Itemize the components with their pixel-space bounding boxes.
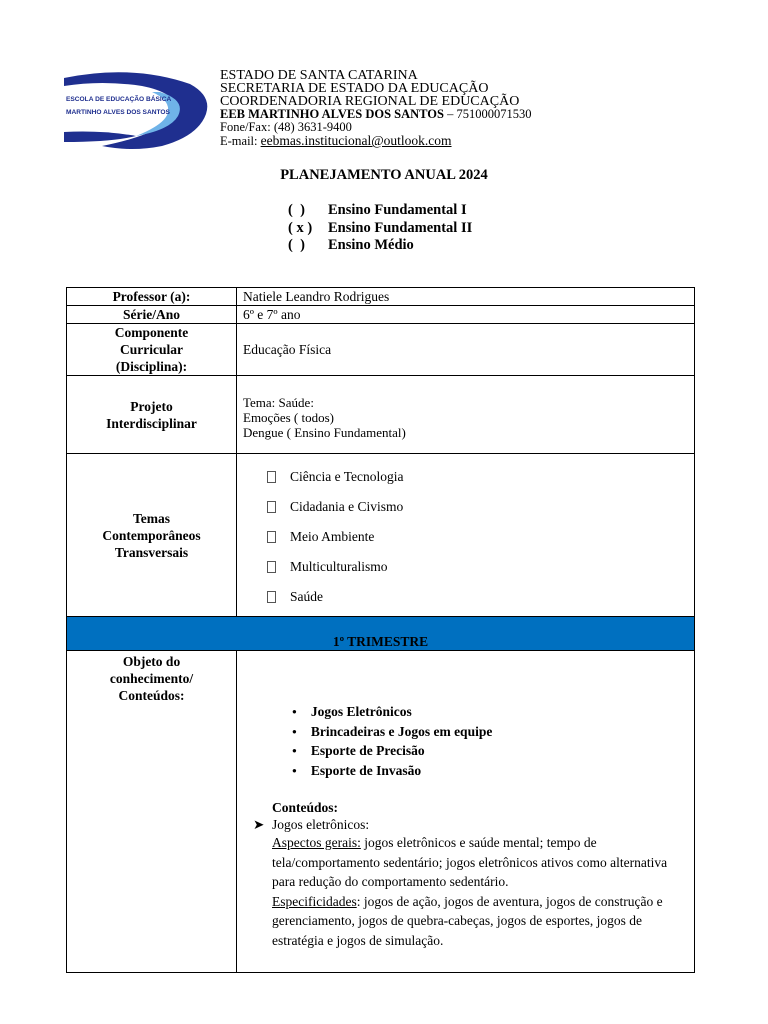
- table-row: [67, 617, 695, 651]
- componente-value: Educação Física: [237, 324, 695, 376]
- temas-label: [67, 454, 237, 617]
- componente-label-line: Componente: [114, 325, 189, 340]
- email-link[interactable]: eebmas.institucional@outlook.com: [260, 133, 452, 148]
- objetos-list: [272, 703, 684, 781]
- trimestre-header: [67, 617, 695, 651]
- especificidades-text: : jogos de ação, jogos de aventura, jogos de construção e gerenciamento, jogos de quebra-cabeças, jogos de esportes, jogos de estratégia e jogos de simulação.: [272, 893, 663, 948]
- level-row: [288, 202, 472, 220]
- projeto-label-line: Projeto: [130, 398, 173, 414]
- table-row: [67, 288, 695, 306]
- objeto-label-line: conhecimento/: [109, 671, 194, 686]
- tema-label: Saúde: [290, 589, 323, 604]
- checkbox-icon: [267, 531, 276, 543]
- temas-list: [237, 454, 694, 616]
- arrow-bullet-icon: ➤: [253, 817, 265, 832]
- logo-line1: ESCOLA DE EDUCAÇÃO BÁSICA: [66, 96, 172, 103]
- serie-label: Série/Ano: [67, 306, 237, 324]
- logo-emblem-icon: [62, 70, 212, 150]
- coordination-name: COORDENADORIA REGIONAL DE EDUCAÇÃO: [220, 94, 520, 109]
- trimestre-label: 1º TRIMESTRE: [332, 634, 429, 649]
- temas-label-line: Contemporâneos: [102, 527, 201, 543]
- table-row: [67, 376, 695, 454]
- conteudos-title: Conteúdos:: [272, 800, 339, 815]
- projeto-label-line: Interdisciplinar: [106, 415, 197, 431]
- checkbox-icon: [267, 591, 276, 603]
- email-label: E-mail:: [220, 134, 261, 148]
- professor-label: Professor (a):: [67, 288, 237, 306]
- phone-line: Fone/Fax: (48) 3631-9400: [220, 120, 352, 134]
- list-item: ● Jogos Eletrônicos: [314, 703, 684, 723]
- level-row: [288, 237, 472, 255]
- secretariat-name: SECRETARIA DE ESTADO DA EDUCAÇÃO: [220, 81, 489, 96]
- tema-label: Multiculturalismo: [290, 559, 388, 574]
- projeto-tema: Tema: Saúde:: [243, 395, 314, 410]
- table-row: [67, 324, 695, 376]
- componente-label: [67, 324, 237, 376]
- temas-label-line: Transversais: [114, 544, 189, 560]
- professor-value: Natiele Leandro Rodrigues: [237, 288, 695, 306]
- tema-label: Meio Ambiente: [290, 529, 375, 544]
- level-label: Ensino Fundamental I: [328, 202, 467, 218]
- objeto-label-line: Objeto do: [122, 654, 181, 669]
- list-item: ● Brincadeiras e Jogos em equipe: [314, 723, 684, 743]
- objeto-label-line: Conteúdos:: [118, 688, 185, 703]
- especificidades-paragraph: [272, 892, 684, 951]
- list-item: [267, 522, 694, 552]
- school-logo: [62, 70, 212, 150]
- checkbox-icon: [267, 471, 276, 483]
- projeto-emocoes: Emoções ( todos): [243, 410, 334, 425]
- school-name: EEB MARTINHO ALVES DOS SANTOS: [220, 107, 444, 121]
- level-checkbox: ( x ): [288, 219, 313, 236]
- state-name: ESTADO DE SANTA CATARINA: [220, 68, 418, 83]
- level-label: Ensino Médio: [328, 237, 414, 253]
- temas-label-line: Temas: [132, 510, 170, 526]
- table-row: [67, 306, 695, 324]
- objeto-value: [237, 651, 695, 973]
- especificidades-label: Especificidades: [272, 893, 357, 909]
- level-row: [288, 220, 472, 238]
- level-checkbox: ( ): [288, 202, 305, 218]
- projeto-label: [67, 376, 237, 454]
- list-item: [267, 492, 694, 522]
- temas-value: [237, 454, 695, 617]
- aspectos-paragraph: [272, 833, 684, 892]
- level-label: Ensino Fundamental II: [328, 219, 473, 236]
- email-line: [220, 134, 531, 148]
- school-code: – 751000071530: [443, 107, 532, 121]
- aspectos-label: Aspectos gerais:: [272, 835, 361, 850]
- checkbox-icon: [267, 501, 276, 513]
- list-item: ● Esporte de Precisão: [314, 742, 684, 762]
- list-item: [267, 552, 694, 582]
- level-checkbox: ( ): [288, 237, 305, 253]
- conteudo-item-label: Jogos eletrônicos:: [272, 817, 370, 832]
- list-item: [267, 462, 694, 492]
- objeto-content: [237, 651, 694, 972]
- page-title: PLANEJAMENTO ANUAL 2024: [280, 167, 488, 183]
- table-row: [67, 454, 695, 617]
- checkbox-icon: [267, 561, 276, 573]
- tema-label: Cidadania e Civismo: [290, 499, 404, 514]
- objeto-label: [67, 651, 237, 973]
- school-header: [220, 69, 531, 148]
- aspectos-text: jogos eletrônicos e saúde mental; tempo de tela/comportamento sedentário; jogos eletrônicos ativos como alternativa para redução do comportamento sedentário.: [272, 835, 668, 889]
- componente-label-line: Curricular: [120, 342, 183, 357]
- componente-label-line: (Disciplina):: [115, 359, 188, 374]
- conteudo-item: [253, 816, 684, 833]
- list-item: [267, 582, 694, 612]
- list-item: ● Esporte de Invasão: [314, 762, 684, 782]
- table-row: [67, 651, 695, 973]
- projeto-dengue: Dengue ( Ensino Fundamental): [243, 425, 406, 440]
- projeto-value: [237, 376, 695, 454]
- logo-line2: MARTINHO ALVES DOS SANTOS: [66, 109, 170, 116]
- planning-table: [66, 287, 695, 973]
- serie-value: 6º e 7º ano: [237, 306, 695, 324]
- education-levels: [288, 202, 472, 255]
- tema-label: Ciência e Tecnologia: [290, 469, 404, 484]
